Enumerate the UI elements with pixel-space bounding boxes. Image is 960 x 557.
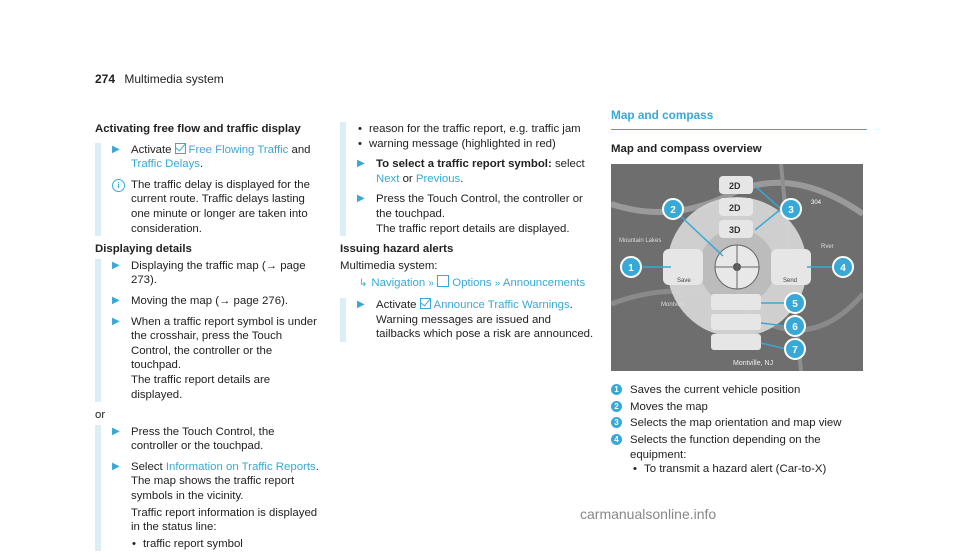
bullet-item: • traffic report symbol	[131, 537, 320, 552]
legend-item: 3 Selects the map orientation and map view	[611, 416, 867, 431]
legend-item: 2 Moves the map	[611, 400, 867, 415]
section-title: Map and compass	[611, 108, 867, 130]
sub-heading-hazard: Issuing hazard alerts	[340, 243, 454, 256]
place-label: Rver	[821, 244, 834, 251]
arrow-icon: ▶	[357, 193, 365, 205]
svg-text:5: 5	[792, 299, 798, 311]
svg-text:7: 7	[792, 345, 798, 357]
arrow-icon: ▶	[112, 259, 120, 271]
arrow-icon: ▶	[357, 298, 365, 310]
step-select-symbol: ▶ To select a traffic report symbol: select Next or Previous.	[357, 158, 585, 185]
chevron-icon: »	[428, 278, 434, 290]
column-2: • reason for the traffic report, e.g. traffic jam • warning message (highlighted in red) ▶ To select a traffic report symbol: select Next or Previous. ▶ Press the Touch Control, the controller or the touchpad. The traffic report details are displayed. Issuing hazard alerts Multimedia system: ↳ Navigation » Options » Announcements ▶ Activate Announce Traffic Warnings. Warning messages are issued and tailbacks which pose a risk are announced.	[340, 122, 595, 348]
info-note: i The traffic delay is displayed for the current route. Traffic delays lasting one minute or longer are taken into consideration.	[112, 178, 320, 236]
section-heading: Activating free flow and traffic display	[95, 123, 301, 135]
instruction-block-3	[95, 425, 320, 552]
map-view-2d-north[interactable]: 2D	[729, 181, 741, 192]
bullet-item: • reason for the traffic report, e.g. traffic jam	[357, 122, 595, 137]
or-text: or	[95, 409, 106, 422]
place-label: Montville	[661, 302, 685, 309]
road-number: 304	[811, 200, 822, 207]
step-activate-warnings: ▶ Activate Announce Traffic Warnings. Warning messages are issued and tailbacks which pose a risk are announced.	[357, 298, 594, 341]
step-activate-free-flow: ▶ Activate Free Flowing Traffic and Traffic Delays.	[112, 143, 311, 171]
link-previous[interactable]: Previous	[415, 172, 461, 185]
link-free-flowing-traffic[interactable]: Free Flowing Traffic	[188, 143, 289, 156]
watermark-url: carmanualsonline.info	[580, 506, 717, 522]
page-header	[95, 72, 224, 86]
map-figure	[611, 164, 863, 371]
arrow-icon: ▶	[357, 158, 365, 170]
link-navigation[interactable]: Navigation	[371, 277, 426, 290]
instruction-block-1	[95, 143, 320, 237]
map-label-save[interactable]: Save	[677, 278, 691, 285]
checkbox-icon	[420, 298, 431, 309]
menu-path	[340, 275, 595, 292]
map-view-2d[interactable]: 2D	[729, 203, 741, 214]
options-gear-icon	[437, 275, 449, 287]
instruction-block-4	[340, 122, 595, 236]
figure-legend	[611, 383, 867, 477]
link-announce-traffic-warnings[interactable]: Announce Traffic Warnings	[433, 298, 570, 311]
step-display-map: ▶ Displaying the traffic map (→ page 273).	[112, 259, 306, 287]
place-label: Mountain Lakes	[619, 238, 662, 245]
step-press-control-2: ▶ Press the Touch Control, the controller or the touchpad. The traffic report details are displayed.	[357, 193, 583, 235]
link-options[interactable]: Options	[452, 277, 492, 290]
page-number: 274	[95, 72, 116, 86]
map-illustration	[611, 164, 863, 371]
chevron-icon: »	[494, 278, 501, 290]
place-label: Montville, NJ	[733, 360, 774, 368]
figure-title: Map and compass overview	[611, 142, 762, 155]
sub-heading-details: Displaying details	[95, 243, 192, 256]
svg-text:3: 3	[788, 205, 794, 217]
svg-text:6: 6	[792, 322, 798, 334]
step-select-info: ▶ Select Information on Traffic Reports. The map shows the traffic report symbols in the vicinity. Traffic report information is displayed in the status line: • traffic report symbol	[112, 460, 320, 552]
legend-item: 1 Saves the current vehicle position	[611, 383, 867, 398]
chapter-title: Multimedia system	[124, 72, 224, 86]
instruction-block-2	[95, 259, 320, 402]
bullet-item: • warning message (highlighted in red)	[357, 137, 595, 152]
arrow-icon: ▶	[112, 143, 120, 155]
checkbox-icon	[175, 143, 186, 154]
info-icon: i	[112, 179, 125, 192]
svg-text:2: 2	[670, 205, 676, 217]
step-press-control: ▶ Press the Touch Control, the controller or the touchpad.	[112, 425, 275, 453]
link-next[interactable]: Next	[376, 172, 400, 185]
legend-item: 4 Selects the function depending on the equipment: • To transmit a hazard alert (Car-to-X)	[611, 433, 867, 477]
path-arrow-icon: ↳	[359, 278, 368, 290]
column-1	[95, 122, 320, 557]
arrow-icon: ▶	[112, 425, 120, 437]
step-move-map: ▶ Moving the map (→ page 276).	[112, 294, 289, 307]
column-3	[611, 108, 867, 479]
svg-text:4: 4	[840, 263, 846, 275]
instruction-block-5	[340, 298, 595, 342]
arrow-icon: ▶	[112, 315, 120, 327]
arrow-icon: ▶	[112, 294, 120, 306]
link-traffic-delays[interactable]: Traffic Delays	[131, 158, 200, 171]
link-information-traffic-reports[interactable]: Information on Traffic Reports	[165, 460, 316, 473]
svg-text:1: 1	[628, 263, 634, 275]
map-label-send[interactable]: Send	[783, 278, 798, 285]
link-announcements[interactable]: Announcements	[502, 277, 586, 290]
step-crosshair: ▶ When a traffic report symbol is under the crosshair, press the Touch Control, the controller or the touchpad. The traffic report details are displayed.	[112, 315, 317, 401]
bullet-item: • To transmit a hazard alert (Car-to-X)	[632, 462, 867, 477]
arrow-icon: ▶	[112, 460, 120, 472]
map-view-3d[interactable]: 3D	[729, 225, 741, 236]
